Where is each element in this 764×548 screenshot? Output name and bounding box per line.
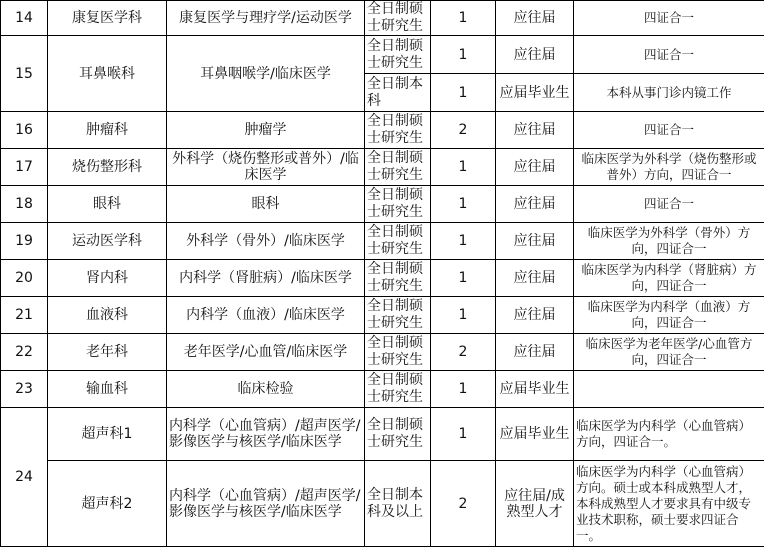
- department-cell: 超声科1: [48, 408, 167, 461]
- education-cell: 全日制硕士研究生: [365, 371, 431, 408]
- education-cell: 全日制硕士研究生: [365, 297, 431, 334]
- row-number: 14: [1, 1, 48, 36]
- table-row: [1, 1, 764, 36]
- target-cell: 应往届: [496, 334, 574, 371]
- note-cell: 临床医学为外科学（烧伤整形或普外）方向，四证合一: [574, 149, 764, 186]
- major-cell: 外科学（骨外）/临床医学: [167, 223, 365, 260]
- target-cell: 应往届: [496, 1, 574, 36]
- table-row: [1, 36, 764, 74]
- row-number: 18: [1, 186, 48, 223]
- row-number: 24: [1, 408, 48, 547]
- note-cell: 四证合一: [574, 1, 764, 36]
- target-cell: 应往届/成熟型人才: [496, 461, 574, 547]
- table-row: [1, 461, 764, 547]
- major-cell: 内科学（血液）/临床医学: [167, 297, 365, 334]
- target-cell: 应往届: [496, 36, 574, 74]
- row-number: 21: [1, 297, 48, 334]
- department-cell: 肾内科: [48, 260, 167, 297]
- major-cell: 内科学（肾脏病）/临床医学: [167, 260, 365, 297]
- target-cell: 应届毕业生: [496, 371, 574, 408]
- row-number: 20: [1, 260, 48, 297]
- note-cell: 临床医学为内科学（肾脏病）方向，四证合一: [574, 260, 764, 297]
- target-cell: 应往届: [496, 112, 574, 149]
- row-number: 19: [1, 223, 48, 260]
- major-cell: 眼科: [167, 186, 365, 223]
- row-number: 23: [1, 371, 48, 408]
- education-cell: 全日制硕士研究生: [365, 36, 431, 74]
- target-cell: 应往届: [496, 297, 574, 334]
- count-cell: 1: [431, 223, 496, 260]
- note-cell: 临床医学为老年医学/心血管方向，四证合一: [574, 334, 764, 371]
- major-cell: 临床检验: [167, 371, 365, 408]
- row-number: 22: [1, 334, 48, 371]
- note-cell: [574, 371, 764, 408]
- department-cell: 烧伤整形科: [48, 149, 167, 186]
- major-cell: 老年医学/心血管/临床医学: [167, 334, 365, 371]
- count-cell: 2: [431, 112, 496, 149]
- education-cell: 全日制硕士研究生: [365, 260, 431, 297]
- table-row: [1, 260, 764, 297]
- count-cell: 1: [431, 149, 496, 186]
- count-cell: 1: [431, 260, 496, 297]
- table-row: [1, 334, 764, 371]
- table-row: [1, 371, 764, 408]
- count-cell: 1: [431, 297, 496, 334]
- major-cell: 内科学（心血管病）/超声医学/影像医学与核医学/临床医学: [167, 461, 365, 547]
- count-cell: 1: [431, 371, 496, 408]
- department-cell: 输血科: [48, 371, 167, 408]
- education-cell: 全日制硕士研究生: [365, 149, 431, 186]
- education-cell: 全日制硕士研究生: [365, 1, 431, 36]
- count-cell: 1: [431, 186, 496, 223]
- count-cell: 1: [431, 408, 496, 461]
- table-row: [1, 408, 764, 461]
- count-cell: 1: [431, 36, 496, 74]
- education-cell: 全日制硕士研究生: [365, 186, 431, 223]
- target-cell: 应届毕业生: [496, 74, 574, 112]
- target-cell: 应往届: [496, 149, 574, 186]
- table-row: [1, 223, 764, 260]
- department-cell: 血液科: [48, 297, 167, 334]
- table-row: [1, 186, 764, 223]
- note-cell: 四证合一: [574, 112, 764, 149]
- count-cell: 2: [431, 461, 496, 547]
- note-cell: 临床医学为外科学（骨外）方向，四证合一: [574, 223, 764, 260]
- target-cell: 应届毕业生: [496, 408, 574, 461]
- education-cell: 全日制硕士研究生: [365, 408, 431, 461]
- education-cell: 全日制本科及以上: [365, 461, 431, 547]
- department-cell: 肿瘤科: [48, 112, 167, 149]
- target-cell: 应往届: [496, 223, 574, 260]
- major-cell: 康复医学与理疗学/运动医学: [167, 1, 365, 36]
- table-row: [1, 297, 764, 334]
- major-cell: 肿瘤学: [167, 112, 365, 149]
- count-cell: 1: [431, 74, 496, 112]
- education-cell: 全日制本科: [365, 74, 431, 112]
- department-cell: 康复医学科: [48, 1, 167, 36]
- education-cell: 全日制硕士研究生: [365, 112, 431, 149]
- department-cell: 超声科2: [48, 461, 167, 547]
- note-cell: 四证合一: [574, 186, 764, 223]
- target-cell: 应往届: [496, 186, 574, 223]
- table-row: [1, 149, 764, 186]
- note-cell: 四证合一: [574, 36, 764, 74]
- education-cell: 全日制硕士研究生: [365, 334, 431, 371]
- row-number: 16: [1, 112, 48, 149]
- major-cell: 耳鼻咽喉学/临床医学: [167, 36, 365, 112]
- department-cell: 运动医学科: [48, 223, 167, 260]
- row-number: 15: [1, 36, 48, 112]
- education-cell: 全日制硕士研究生: [365, 223, 431, 260]
- department-cell: 眼科: [48, 186, 167, 223]
- note-cell: 临床医学为内科学（心血管病）方向。硕士或本科成熟型人才，本科成熟型人才要求具有中级专业技术职称，硕士要求四证合一。: [574, 461, 764, 547]
- major-cell: 外科学（烧伤整形或普外）/临床医学: [167, 149, 365, 186]
- department-cell: 老年科: [48, 334, 167, 371]
- count-cell: 1: [431, 1, 496, 36]
- note-cell: 本科从事门诊内镜工作: [574, 74, 764, 112]
- major-cell: 内科学（心血管病）/超声医学/影像医学与核医学/临床医学: [167, 408, 365, 461]
- target-cell: 应往届: [496, 260, 574, 297]
- table-row: [1, 112, 764, 149]
- note-cell: 临床医学为内科学（血液）方向，四证合一: [574, 297, 764, 334]
- count-cell: 2: [431, 334, 496, 371]
- row-number: 17: [1, 149, 48, 186]
- department-cell: 耳鼻喉科: [48, 36, 167, 112]
- note-cell: 临床医学为内科学（心血管病）方向，四证合一。: [574, 408, 764, 461]
